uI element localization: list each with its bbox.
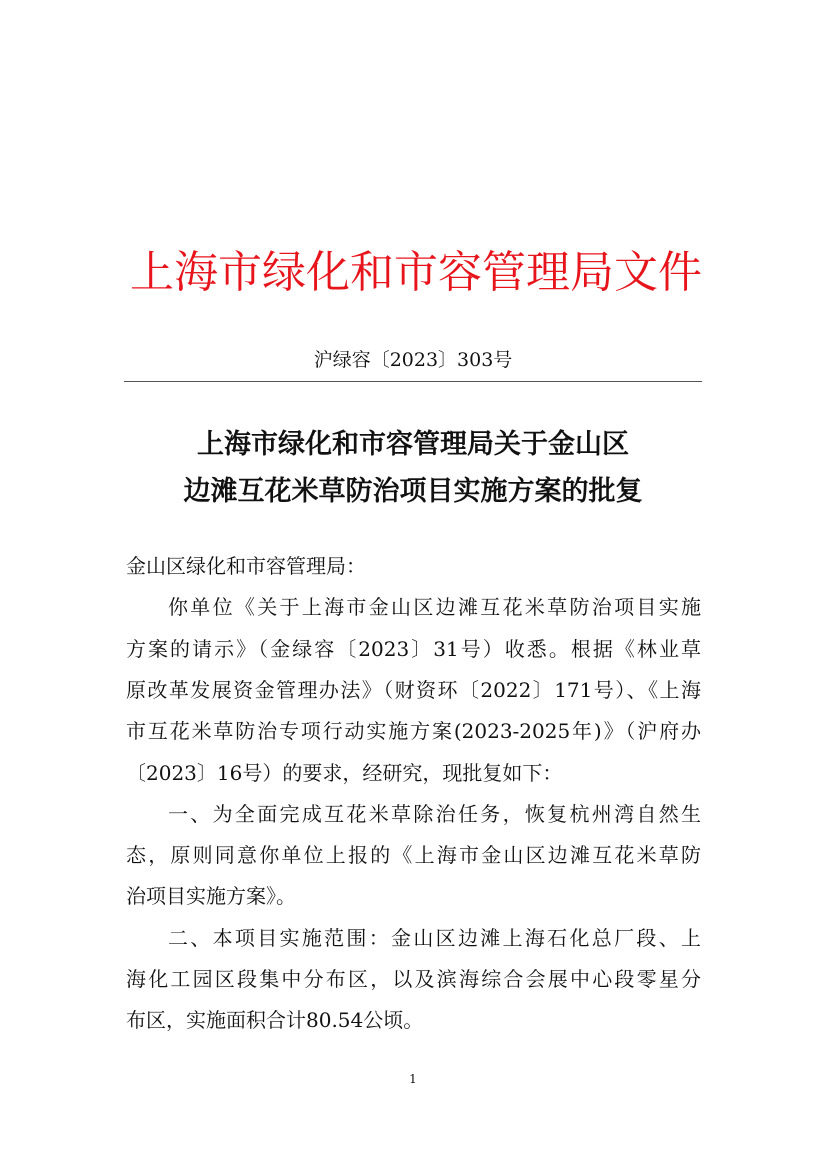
separator-line (124, 381, 702, 382)
body-line: 海化工园区段集中分布区，以及滨海综合会展中心段零星分 (126, 967, 701, 991)
document-number: 沪绿容〔2023〕303号 (313, 349, 513, 371)
body-line: 市互花米草防治专项行动实施方案(2023-2025年)》（沪府办 (126, 719, 701, 744)
issuer-title: 上海市绿化和市容管理局文件 (130, 247, 702, 298)
body-line: 方案的请示》（金绿容〔2023〕31号）收悉。根据《林业草 (126, 636, 701, 661)
page-number: 1 (409, 1072, 417, 1086)
body-line: 态，原则同意你单位上报的《上海市金山区边滩互花米草防 (126, 843, 701, 868)
body-line: 金山区绿化和市容管理局： (126, 554, 366, 578)
body-line: 布区，实施面积合计80.54公顷。 (126, 1008, 424, 1033)
body-line: 治项目实施方案》。 (126, 884, 296, 909)
body-line: 二、本项目实施范围：金山区边滩上海石化总厂段、上 (168, 925, 701, 950)
document-title-line-2: 边滩互花米草防治项目实施方案的批复 (183, 476, 643, 507)
body-line: 你单位《关于上海市金山区边滩互花米草防治项目实施 (168, 595, 701, 620)
body-line: 一、为全面完成互花米草除治任务，恢复杭州湾自然生 (168, 801, 701, 826)
document-title-line-1: 上海市绿化和市容管理局关于金山区 (197, 429, 629, 460)
body-line: 原改革发展资金管理办法》（财资环〔2022〕171号）、《上海 (126, 677, 701, 702)
body-line: 〔2023〕16号）的要求，经研究，现批复如下： (126, 760, 563, 785)
